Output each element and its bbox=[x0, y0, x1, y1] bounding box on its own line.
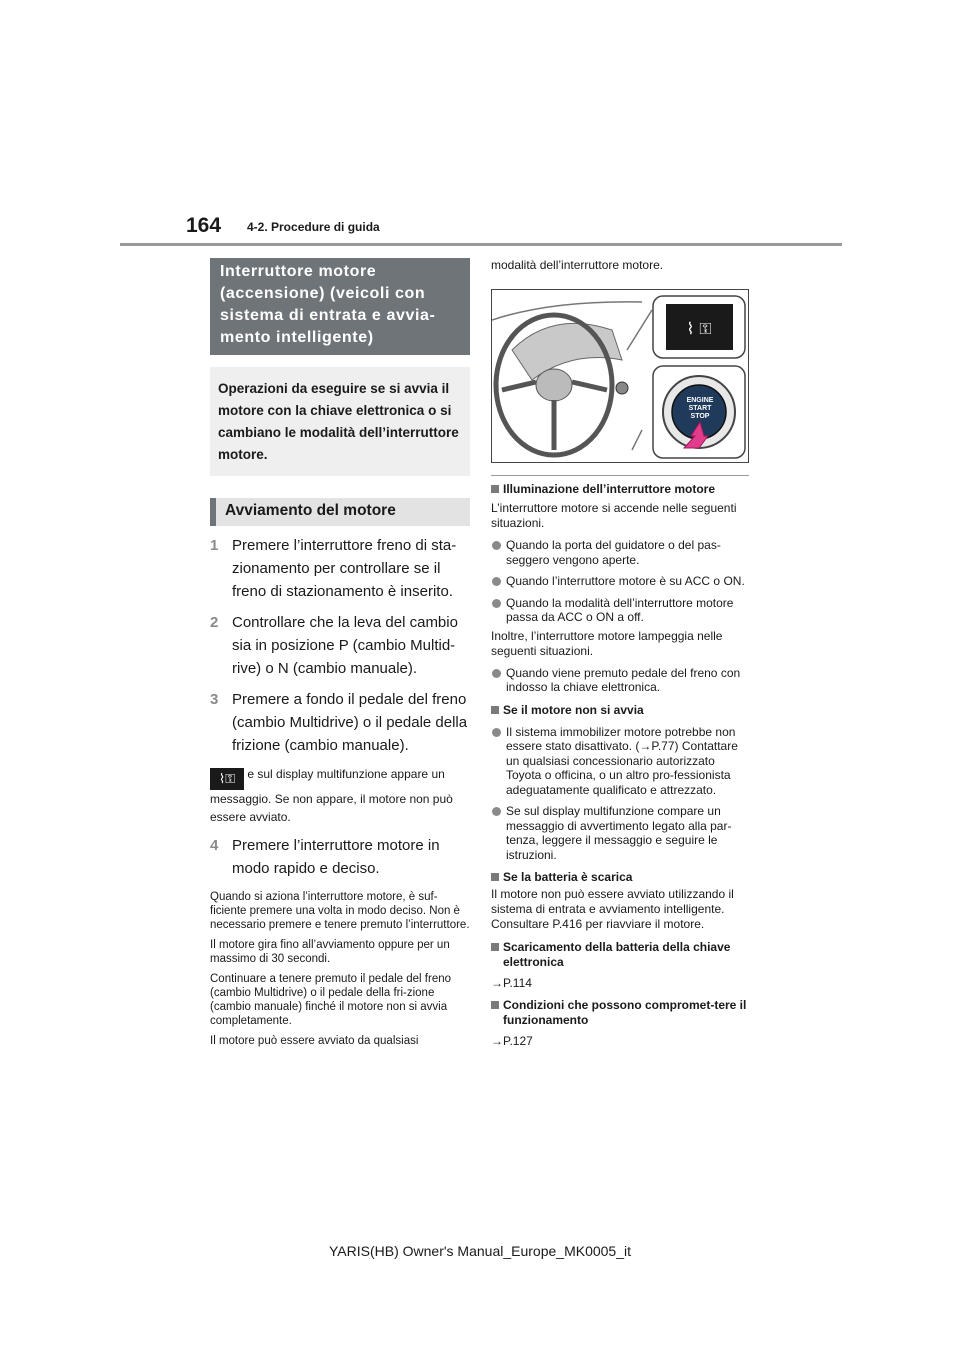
continued-text: modalità dell’interruttore motore. bbox=[491, 258, 664, 272]
note-paragraph: Quando si aziona l’interruttore motore, è suf-ficiente premere una volta in modo deciso. Non è necessario premere e tenere premuto l’interruttore. bbox=[210, 891, 470, 931]
step-text: Premere l’interruttore freno di sta-zionamento per controllare se il freno di stazionamento è inserito. bbox=[232, 537, 457, 600]
subsection-heading: Avviamento del motore bbox=[210, 498, 470, 526]
page-reference: →P.127 bbox=[491, 1034, 533, 1048]
section-title: 4-2. Procedure di guida bbox=[247, 220, 380, 234]
step-text: Controllare che la leva del cambio sia in posizione P (cambio Multid-rive) o N (cambio manuale). bbox=[232, 614, 458, 677]
step-number: 3 bbox=[210, 691, 219, 708]
step-3 bbox=[210, 688, 470, 757]
note-paragraph: Continuare a tenere premuto il pedale del freno (cambio Multidrive) o il pedale della fri-zione (cambio manuale) finché il motore non si avvia completamente. bbox=[210, 973, 452, 1027]
step-number: 1 bbox=[210, 537, 219, 554]
right-column bbox=[491, 258, 749, 1048]
symbol-note bbox=[210, 765, 470, 826]
left-column bbox=[210, 258, 470, 1048]
paragraph: Inoltre, l’interruttore motore lampeggia nelle seguenti situazioni. bbox=[491, 628, 723, 658]
steering-wheel-illustration bbox=[492, 290, 748, 462]
symbol-note-text: e sul display multifunzione appare un messaggio. Se non appare, il motore non può essere avviato. bbox=[210, 767, 453, 824]
bullet-item: Quando viene premuto pedale del freno con indosso la chiave elettronica. bbox=[491, 666, 749, 695]
note-paragraph: Il motore gira fino all’avviamento oppure per un massimo di 30 secondi. bbox=[210, 939, 450, 965]
figure-rule bbox=[491, 475, 749, 476]
subheading: Illuminazione dell’interruttore motore bbox=[491, 482, 749, 497]
bullet-item: Quando la porta del guidatore o del pas-seggero vengono aperte. bbox=[491, 538, 749, 567]
subheading: Condizioni che possono compromet-tere il funzionamento bbox=[491, 998, 749, 1028]
key-indicator-icon: ⌇⚿ bbox=[210, 768, 244, 790]
step-number: 2 bbox=[210, 614, 219, 631]
subheading: Se la batteria è scarica bbox=[491, 870, 749, 885]
svg-text:⌇ ⚿: ⌇ ⚿ bbox=[686, 319, 712, 338]
page-title: Interruttore motore (accensione) (veicoli con sistema di entrata e avvia-mento intelligente) bbox=[210, 258, 470, 355]
step-text: Premere a fondo il pedale del freno (cambio Multidrive) o il pedale della frizione (cambio manuale). bbox=[232, 691, 468, 754]
page-number: 164 bbox=[186, 214, 222, 237]
step-2 bbox=[210, 611, 470, 680]
page-reference: →P.114 bbox=[491, 976, 532, 990]
bullet-item: Quando l’interruttore motore è su ACC o ON. bbox=[491, 574, 749, 589]
intro-box: Operazioni da eseguire se si avvia il motore con la chiave elettronica o si cambiano le modalità dell’interruttore motore. bbox=[210, 367, 470, 476]
step-4 bbox=[210, 834, 470, 880]
dashboard-illustration bbox=[491, 289, 749, 463]
paragraph: L’interruttore motore si accende nelle seguenti situazioni. bbox=[491, 501, 737, 530]
step-number: 4 bbox=[210, 837, 219, 854]
button-label: ENGINE bbox=[686, 397, 714, 404]
bullet-item: Se sul display multifunzione compare un messaggio di avvertimento legato alla par-tenza, leggere il messaggio e seguire le istruzioni. bbox=[491, 804, 749, 862]
bullet-item: Il sistema immobilizer motore potrebbe non essere stato disattivato. (→P.77) Contattare un qualsiasi concessionario autorizzato Toyota o officina, o un altro pro-fessionista adeguatamente qualificato e attrezzato. bbox=[491, 725, 749, 798]
engine-start-stop-button bbox=[674, 397, 726, 421]
header-rule bbox=[120, 243, 842, 246]
bullet-item: Quando la modalità dell’interruttore motore passa da ACC o ON a off. bbox=[491, 596, 749, 625]
step-text: Premere l’interruttore motore in modo rapido e deciso. bbox=[232, 837, 440, 877]
note-paragraph: Il motore può essere avviato da qualsiasi bbox=[210, 1035, 419, 1047]
paragraph: Il motore non può essere avviato utilizzando il sistema di entrata e avviamento intelligente. Consultare P.416 per riavviare il motore. bbox=[491, 887, 734, 931]
step-1 bbox=[210, 534, 470, 603]
page-footer: YARIS(HB) Owner's Manual_Europe_MK0005_it bbox=[329, 1243, 631, 1259]
subheading: Scaricamento della batteria della chiave elettronica bbox=[491, 940, 749, 970]
button-label: START bbox=[688, 405, 712, 412]
subheading: Se il motore non si avvia bbox=[491, 703, 749, 718]
button-label: STOP bbox=[690, 413, 710, 420]
